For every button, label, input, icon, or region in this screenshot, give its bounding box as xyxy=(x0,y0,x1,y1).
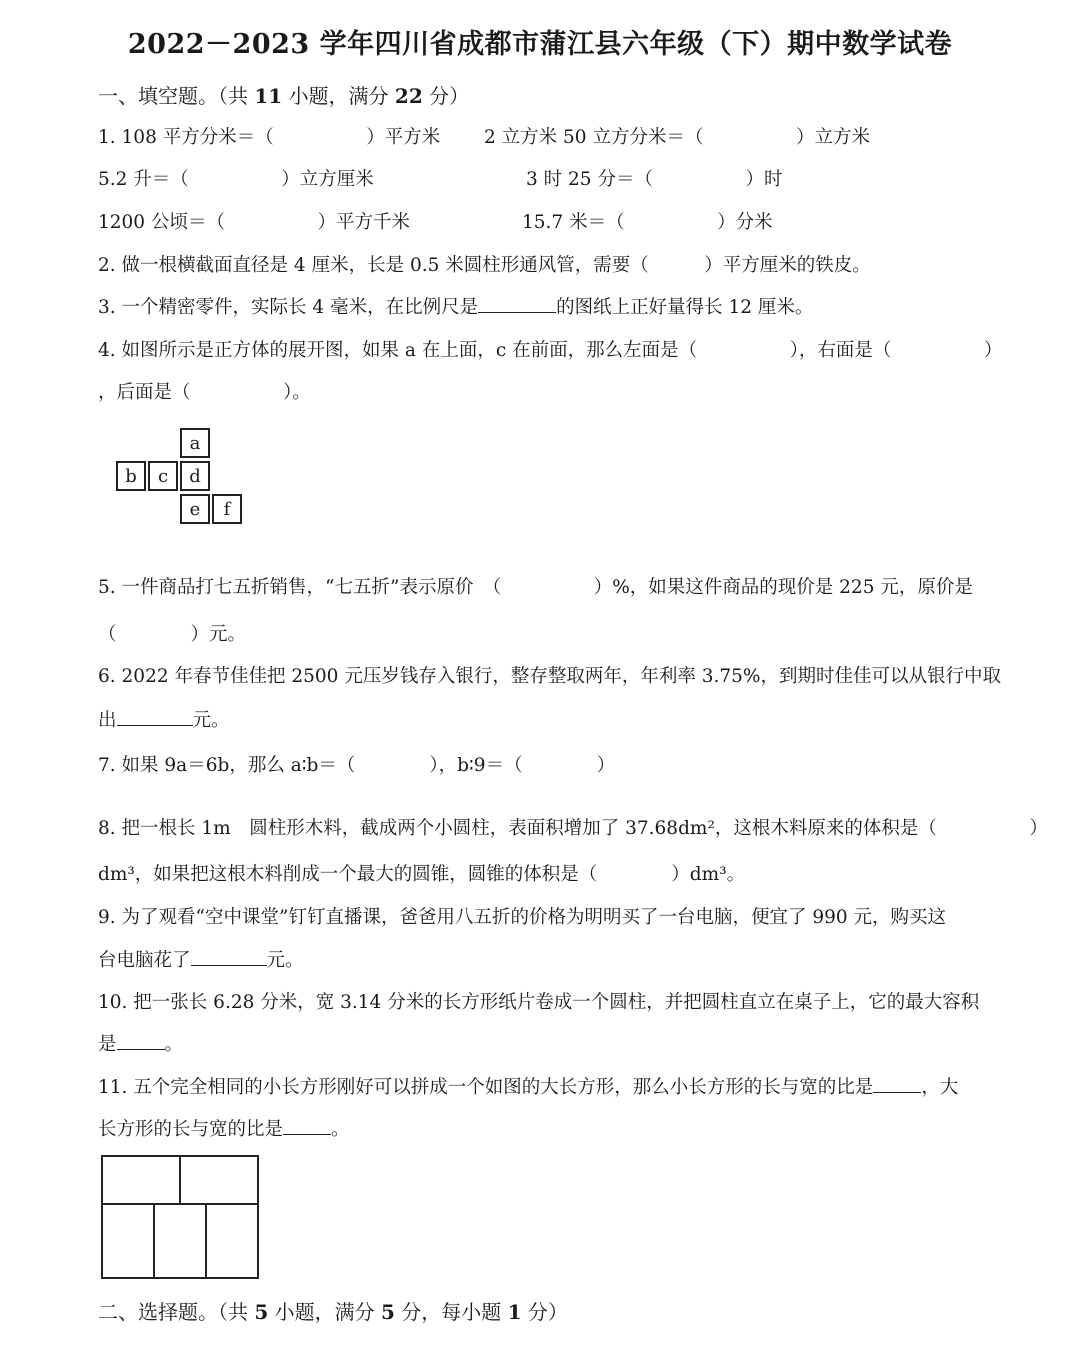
q6-line1: 6. 2022 年春节佳佳把 2500 元压岁钱存入银行，整存整取两年，年利率 3.75%，到期时佳佳可以从银行中取 xyxy=(98,666,1001,687)
q7-text: 7. 如果 9a＝6b，那么 a∶b＝（ ），b∶9＝（ ） xyxy=(98,755,616,776)
q11-before: 11. 五个完全相同的小长方形刚好可以拼成一个如图的大长方形，那么小长方形的长与宽的比是 xyxy=(98,1077,874,1098)
q11-after2: 。 xyxy=(331,1119,350,1140)
q10-line1: 10. 把一张长 6.28 分米，宽 3.14 分米的长方形纸片卷成一个圆柱，并把圆柱直立在桌子上，它的最大容积 xyxy=(98,992,980,1013)
q9-line2 xyxy=(98,946,304,972)
q11-line1 xyxy=(98,1073,958,1099)
q1-row1-left: 1. 108 平方分米＝（ ）平方米 xyxy=(98,127,441,148)
section-label-end: 分） xyxy=(429,84,470,108)
q3-blank[interactable] xyxy=(478,294,556,314)
small-rectangle xyxy=(101,1155,181,1205)
q10-after: 。 xyxy=(164,1034,184,1055)
q9-after: 元。 xyxy=(266,950,304,971)
cube-face-a: a xyxy=(180,428,210,458)
q1-row2-right: 3 时 25 分＝（ ）时 xyxy=(526,169,783,190)
section-label-end: 分） xyxy=(527,1300,568,1324)
section-label-mid2: 分，每小题 xyxy=(401,1300,502,1324)
cube-face-b: b xyxy=(116,461,146,491)
small-rectangle xyxy=(205,1203,259,1279)
q1-row3-right: 15.7 米＝（ ）分米 xyxy=(522,212,773,233)
q10-blank[interactable] xyxy=(117,1031,165,1051)
q10-before: 是 xyxy=(98,1034,117,1055)
section-score: 22 xyxy=(394,84,423,108)
section-count: 11 xyxy=(254,84,283,108)
small-rectangle xyxy=(179,1155,259,1205)
section-label-mid: 小题，满分 xyxy=(288,84,389,108)
small-rectangle xyxy=(153,1203,207,1279)
q8-line2: dm³，如果把这根木料削成一个最大的圆锥，圆锥的体积是（ ）dm³。 xyxy=(98,864,746,885)
q4-line1: 4. 如图所示是正方体的展开图，如果 a 在上面，c 在前面，那么左面是（ ），右面是（ ） xyxy=(98,340,1003,361)
q1-row1-right: 2 立方米 50 立方分米＝（ ）立方米 xyxy=(484,127,870,148)
q6-after: 元。 xyxy=(192,710,230,731)
section-score: 5 xyxy=(381,1300,395,1324)
cube-face-c: c xyxy=(148,461,178,491)
q9-blank[interactable] xyxy=(191,947,267,967)
q3-text xyxy=(98,293,813,319)
q6-line2 xyxy=(98,706,230,732)
section-2-header xyxy=(98,1296,568,1325)
section-1-header xyxy=(98,80,469,109)
q5-line1: 5. 一件商品打七五折销售，“七五折”表示原价 （ ）%，如果这件商品的现价是 225 元，原价是 xyxy=(98,577,973,598)
q5-line2: （ ）元。 xyxy=(98,624,247,645)
q6-blank[interactable] xyxy=(117,707,193,727)
page-title: 2022－2023 学年四川省成都市蒲江县六年级（下）期中数学试卷 xyxy=(127,29,953,60)
cube-face-d: d xyxy=(180,461,210,491)
rectangles-figure xyxy=(101,1155,259,1279)
q9-before: 台电脑花了 xyxy=(98,950,191,971)
q9-line1: 9. 为了观看“空中课堂”钉钉直播课，爸爸用八五折的价格为明明买了一台电脑，便宜了 990 元，购买这 xyxy=(98,907,947,928)
section-label: 一、填空题。（共 xyxy=(98,84,248,108)
q11-blank-1[interactable] xyxy=(873,1074,921,1094)
small-rectangle xyxy=(101,1203,155,1279)
q3-before: 3. 一个精密零件，实际长 4 毫米，在比例尺是 xyxy=(98,297,479,318)
q11-before2: 长方形的长与宽的比是 xyxy=(98,1119,284,1140)
cube-net-figure xyxy=(116,428,248,526)
cube-face-e: e xyxy=(180,494,210,524)
section-each-score: 1 xyxy=(507,1300,522,1324)
q4-line2: ，后面是（ ）。 xyxy=(98,382,311,403)
section-label: 二、选择题。（共 xyxy=(98,1300,248,1324)
section-label-mid: 小题，满分 xyxy=(274,1300,375,1324)
q2-text: 2. 做一根横截面直径是 4 厘米，长是 0.5 米圆柱形通风管，需要（ ）平方厘米的铁皮。 xyxy=(98,255,871,276)
q11-blank-2[interactable] xyxy=(283,1116,331,1136)
q11-line2 xyxy=(98,1115,350,1141)
q10-line2 xyxy=(98,1030,183,1056)
q6-before: 出 xyxy=(98,710,117,731)
q1-row3-left: 1200 公顷＝（ ）平方千米 xyxy=(98,212,410,233)
q3-after: 的图纸上正好量得长 12 厘米。 xyxy=(556,297,814,318)
q8-line1: 8. 把一根长 1m 圆柱形木料，截成两个小圆柱，表面积增加了 37.68dm²，这根木料原来的体积是（ ） xyxy=(98,818,1048,839)
section-count: 5 xyxy=(254,1300,269,1324)
q11-after: ，大 xyxy=(921,1077,959,1098)
q1-row2-left: 5.2 升＝（ ）立方厘米 xyxy=(98,169,374,190)
cube-face-f: f xyxy=(212,494,242,524)
